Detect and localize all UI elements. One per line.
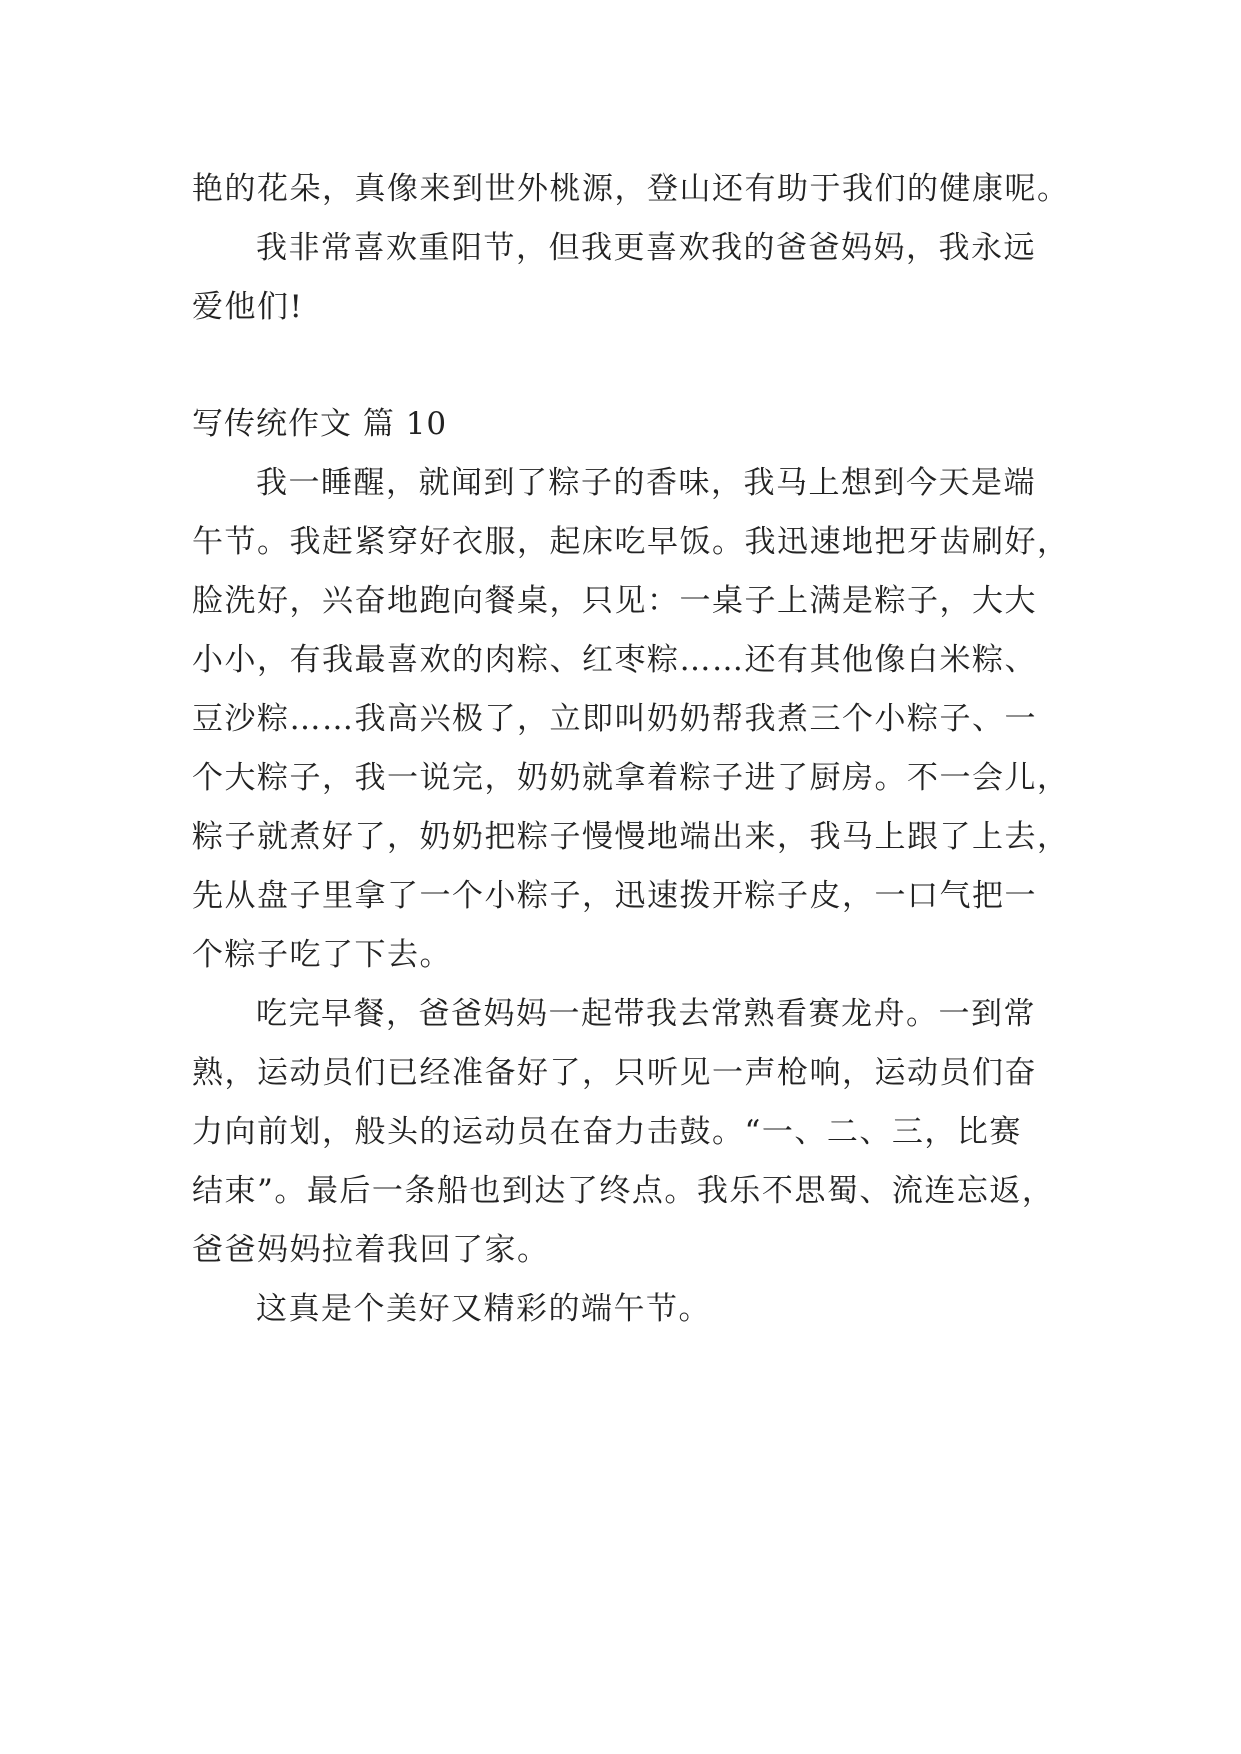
text-line: 我非常喜欢重阳节，但我更喜欢我的爸爸妈妈，我永远 [256,230,1036,266]
text-line: 爸爸妈妈拉着我回了家。 [192,1232,550,1268]
paragraph [192,985,1064,1280]
text-line: 脸洗好，兴奋地跑向餐桌，只见：一桌子上满是粽子，大大 [192,583,1037,619]
text-line: 艳的花朵，真像来到世外桃源，登山还有助于我们的健康呢。 [192,171,1070,207]
section-title: 写传统作文 篇 10 [192,406,448,442]
text-line: 我一睡醒，就闻到了粽子的香味，我马上想到今天是端 [256,465,1036,501]
text-line: 先从盘子里拿了一个小粽子，迅速拨开粽子皮，一口气把一 [192,878,1037,914]
text-line: 这真是个美好又精彩的端午节。 [256,1291,711,1327]
text-line: 豆沙粽……我高兴极了，立即叫奶奶帮我煮三个小粽子、一 [192,701,1037,737]
text-line: 爱他们! [192,289,304,325]
text-line: 小小，有我最喜欢的肉粽、红枣粽……还有其他像白米粽、 [192,642,1037,678]
paragraph [192,454,1070,985]
text-line: 力向前划，般头的运动员在奋力击鼓。“一、二、三，比赛 [192,1114,1022,1150]
text-line: 熟，运动员们已经准备好了，只听见一声枪响，运动员们奋 [192,1055,1037,1091]
text-line: 结束”。最后一条船也到达了终点。我乐不思蜀、流连忘返， [192,1173,1055,1209]
paragraph [192,1280,1064,1339]
text-line: 个大粽子，我一说完，奶奶就拿着粽子进了厨房。不一会儿， [192,760,1070,796]
text-line: 吃完早餐，爸爸妈妈一起带我去常熟看赛龙舟。一到常 [256,996,1036,1032]
text-line: 午节。我赶紧穿好衣服，起床吃早饭。我迅速地把牙齿刷好， [192,524,1070,560]
text-line: 粽子就煮好了，奶奶把粽子慢慢地端出来，我马上跟了上去， [192,819,1070,855]
text-line: 个粽子吃了下去。 [192,937,452,973]
document-page [192,160,1070,1339]
